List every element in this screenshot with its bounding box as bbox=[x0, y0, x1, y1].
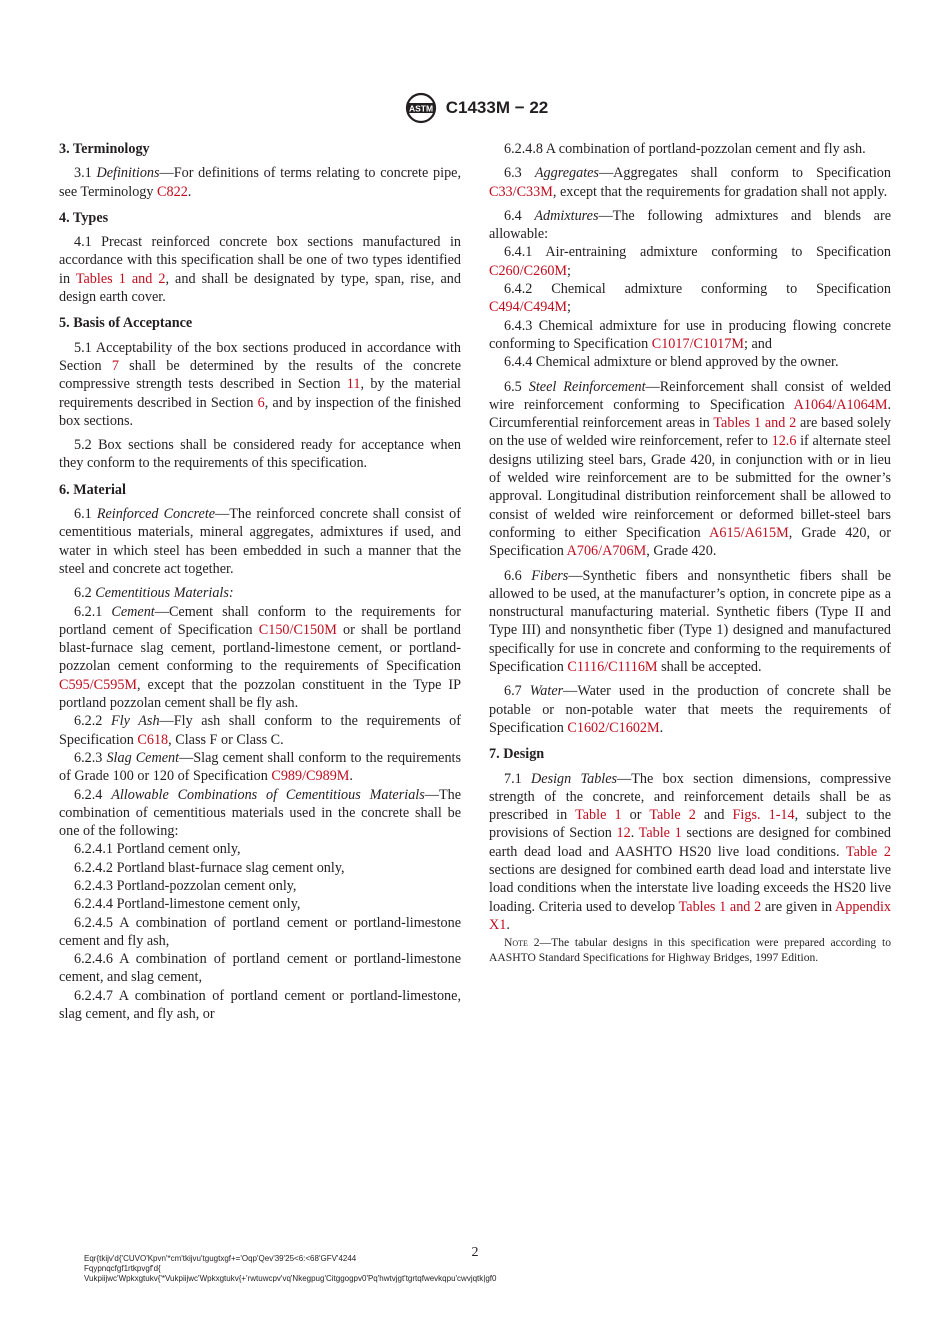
paragraph-6-2-4-8: 6.2.4.8 A combination of portland-pozzolan cement and fly ash. bbox=[504, 141, 866, 157]
logo-text: ASTM bbox=[408, 103, 433, 114]
section-heading-terminology: 3. Terminology bbox=[59, 141, 150, 157]
link-appendix-x1[interactable]: Appendix X1 bbox=[489, 898, 891, 933]
link-tables-1-2[interactable]: Tables 1 and 2 bbox=[75, 270, 166, 287]
paragraph-3-1: 3.1 Definitions—For definitions of terms relating to concrete pipe, see Terminology C822. bbox=[59, 165, 462, 200]
link-table-2[interactable]: Table 2 bbox=[649, 807, 696, 824]
link-c33[interactable]: C33/C33M bbox=[489, 183, 553, 200]
link-c618[interactable]: C618 bbox=[137, 731, 169, 748]
link-12-6[interactable]: 12.6 bbox=[771, 433, 797, 450]
footer-line: Fqypnqcfgf1rtkpvgf'd{ bbox=[84, 1264, 161, 1273]
paragraph-5-1: 5.1 Acceptability of the box sections produced in accordance with Section 7 shall be determined by the results of the concrete compressive strength tests described in Section 11, by the material requirements described in Section 6, and by inspection of the finished box sections. bbox=[59, 339, 461, 429]
paragraph-6-4-4: 6.4.4 Chemical admixture or blend approved by the owner. bbox=[504, 354, 839, 371]
link-c260[interactable]: C260/C260M bbox=[489, 262, 568, 279]
paragraph-6-7: 6.7 Water—Water used in the production of concrete shall be potable or non-potable water that meets the requirements of Specification C1602/C1602M. bbox=[489, 683, 892, 736]
paragraph-6-2-4: 6.2.4 Allowable Combinations of Cementitious Materials—The combination of cementitious materials used in the concrete shall be one of the following: bbox=[59, 786, 461, 840]
link-c1116[interactable]: C1116/C1116M bbox=[567, 659, 658, 676]
paragraph-6-4-2: 6.4.2 Chemical admixture conforming to Specification C494/C494M; bbox=[489, 281, 891, 316]
page-header bbox=[0, 90, 950, 134]
link-table-1[interactable]: Table 1 bbox=[638, 825, 682, 842]
list-item: 6.2.4.5 A combination of portland cement or portland-limestone cement and fly ash, bbox=[59, 914, 461, 949]
list-item: 6.2.4.6 A combination of portland cement or portland-limestone cement, and slag cement, bbox=[59, 951, 461, 986]
list-item: 6.2.4.7 A combination of portland cement or portland-limestone, slag cement, and fly ash, or bbox=[59, 987, 461, 1023]
section-heading-acceptance: 5. Basis of Acceptance bbox=[59, 315, 193, 332]
link-tables-1-2[interactable]: Tables 1 and 2 bbox=[713, 415, 797, 432]
paragraph-7-1: 7.1 Design Tables—The box section dimensions, compressive strength of the concrete, and reinforcement details shall be as prescribed in Table 1 or Table 2 and Figs. 1-14, subject to the provisions of Section 12. Table 1 sections are designed for combined earth dead load and AASHTO HS20 live load conditions. Table 2 sections are designed for combined earth dead load and interstate live load conditions when the interstate live loading exceeds the HS20 live loading. Criteria used to develop Tables 1 and 2 are given in Appendix X1. bbox=[489, 770, 892, 933]
list-item: 6.2.4.4 Portland-limestone cement only, bbox=[74, 896, 301, 913]
link-section-6[interactable]: 6 bbox=[257, 394, 265, 411]
link-a706[interactable]: A706/A706M bbox=[566, 543, 647, 560]
paragraph-6-2: 6.2 Cementitious Materials: bbox=[74, 585, 234, 602]
paragraph-6-4: 6.4 Admixtures—The following admixtures and blends are allowable: bbox=[489, 207, 892, 243]
link-c150[interactable]: C150/C150M bbox=[258, 621, 337, 638]
section-heading-material: 6. Material bbox=[59, 481, 126, 498]
paragraph-6-1: 6.1 Reinforced Concrete—The reinforced concrete shall consist of cementitious materials, mineral aggregates, admixtures if used, and water in which steel has been embedded in such a manner that the steel and concrete act together. bbox=[59, 506, 462, 577]
link-c1602[interactable]: C1602/C1602M bbox=[567, 719, 660, 736]
paragraph-6-3: 6.3 Aggregates—Aggregates shall conform to Specification C33/C33M, except that the requirements for gradation shall not apply. bbox=[489, 165, 891, 200]
paragraph-6-2-2: 6.2.2 Fly Ash—Fly ash shall conform to the requirements of Specification C618, Class F or Class C. bbox=[59, 713, 461, 748]
link-a615[interactable]: A615/A615M bbox=[709, 524, 789, 541]
list-item: 6.2.4.2 Portland blast-furnace slag cement only, bbox=[74, 859, 345, 876]
link-c595[interactable]: C595/C595M bbox=[59, 676, 138, 693]
link-c494[interactable]: C494/C494M bbox=[489, 299, 568, 316]
paragraph-6-4-1: 6.4.1 Air-entraining admixture conforming to Specification C260/C260M; bbox=[489, 244, 891, 279]
section-heading-design: 7. Design bbox=[489, 746, 545, 763]
license-footer bbox=[84, 1254, 496, 1284]
paragraph-6-4-3: 6.4.3 Chemical admixture for use in producing flowing concrete conforming to Specification C1017/C1017M; and bbox=[489, 317, 891, 352]
paragraph-4-1: 4.1 Precast reinforced concrete box sections manufactured in accordance with this specification shall be one of two types identified in Tables 1 and 2, and shall be designated by type, span, rise, and design earth cover. bbox=[59, 234, 461, 306]
left-column bbox=[59, 140, 461, 1023]
link-section-11[interactable]: 11 bbox=[346, 376, 361, 393]
link-section-7[interactable]: 7 bbox=[111, 357, 119, 374]
paragraph-6-2-3: 6.2.3 Slag Cement—Slag cement shall conform to the requirements of Grade 100 or 120 of Specification C989/C989M. bbox=[59, 749, 462, 785]
link-table-2[interactable]: Table 2 bbox=[845, 843, 891, 860]
link-c822[interactable]: C822 bbox=[157, 183, 188, 200]
paragraph-6-5: 6.5 Steel Reinforcement—Reinforcement shall consist of welded wire reinforcement conforming to Specification A1064/A1064M. Circumferential reinforcement areas in Tables 1 and 2 are based solely on the use of welded wire reinforcement, refer to 12.6 if alternate steel designs utilizing steel bars, Grade 420, in conjunction with or in lieu of welded wire reinforcement are to be submitted for the owner’s approval. Longitudinal distribution reinforcement shall be allowed to consist of welded wire reinforcement or deformed billet-steel bars conforming to either Specification A615/A615M, Grade 420, or Specification A706/A706M, Grade 420. bbox=[489, 378, 892, 560]
link-table-1[interactable]: Table 1 bbox=[575, 807, 622, 824]
page-number: 2 bbox=[471, 1245, 479, 1260]
list-item: 6.2.4.3 Portland-pozzolan cement only, bbox=[74, 877, 297, 894]
paragraph-5-2: 5.2 Box sections shall be considered ready for acceptance when they conform to the requirements of this specification. bbox=[59, 437, 461, 472]
paragraph-6-2-1: 6.2.1 Cement—Cement shall conform to the requirements for portland cement of Specification C150/C150M or shall be portland blast-furnace slag cement, portland-limestone cement, or portland-pozzolan cement conforming to the requirements of Specification C595/C595M, except that the pozzolan constituent in the Type IP portland pozzolan cement shall be fly ash. bbox=[59, 603, 462, 712]
document-id: C1433M − 22 bbox=[445, 98, 549, 117]
footer-line: Vukpiijwc'Wpkxgtukv{'*Vukpiijwc'Wpkxgtukv{+'rwtuwcpv'vq'Nkegpug'Citggogpv0'Pq'hwtvjgt'tgrtqfwevkqpu'cwvjqtk|gf0 bbox=[84, 1274, 497, 1283]
section-heading-types: 4. Types bbox=[59, 209, 109, 226]
link-c989[interactable]: C989/C989M bbox=[271, 768, 350, 785]
astm-logo-icon bbox=[402, 90, 440, 126]
link-tables-1-2[interactable]: Tables 1 and 2 bbox=[678, 898, 762, 915]
link-a1064[interactable]: A1064/A1064M bbox=[793, 396, 888, 413]
right-column bbox=[489, 140, 891, 965]
link-section-12[interactable]: 12 bbox=[616, 825, 631, 842]
list-item: 6.2.4.1 Portland cement only, bbox=[74, 841, 241, 858]
paragraph-6-6: 6.6 Fibers—Synthetic fibers and nonsynthetic fibers shall be allowed to be used, at the manufacturer’s option, in concrete pipe as a nonstructural manufacturing material. Synthetic fibers (Type II and Type III) and nonsynthetic fiber (Type 1) designed and manufactured specifically for use in concrete and conforming to the requirements of Specification C1116/C1116M shall be accepted. bbox=[489, 567, 892, 676]
link-c1017[interactable]: C1017/C1017M bbox=[651, 335, 744, 352]
note-2: Note 2—The tabular designs in this specification were prepared according to AASHTO Standard Specifications for Highway Bridges, 1997 Edition. bbox=[489, 936, 891, 964]
footer-line: Eqr{tkijv'd{'CUVO'Kpvn'*cm'tkijvu'tgugtxgf+='Oqp'Qev'39'25<6:<68'GFV'4244 bbox=[84, 1254, 357, 1263]
link-figs-1-14[interactable]: Figs. 1-14 bbox=[732, 807, 795, 824]
